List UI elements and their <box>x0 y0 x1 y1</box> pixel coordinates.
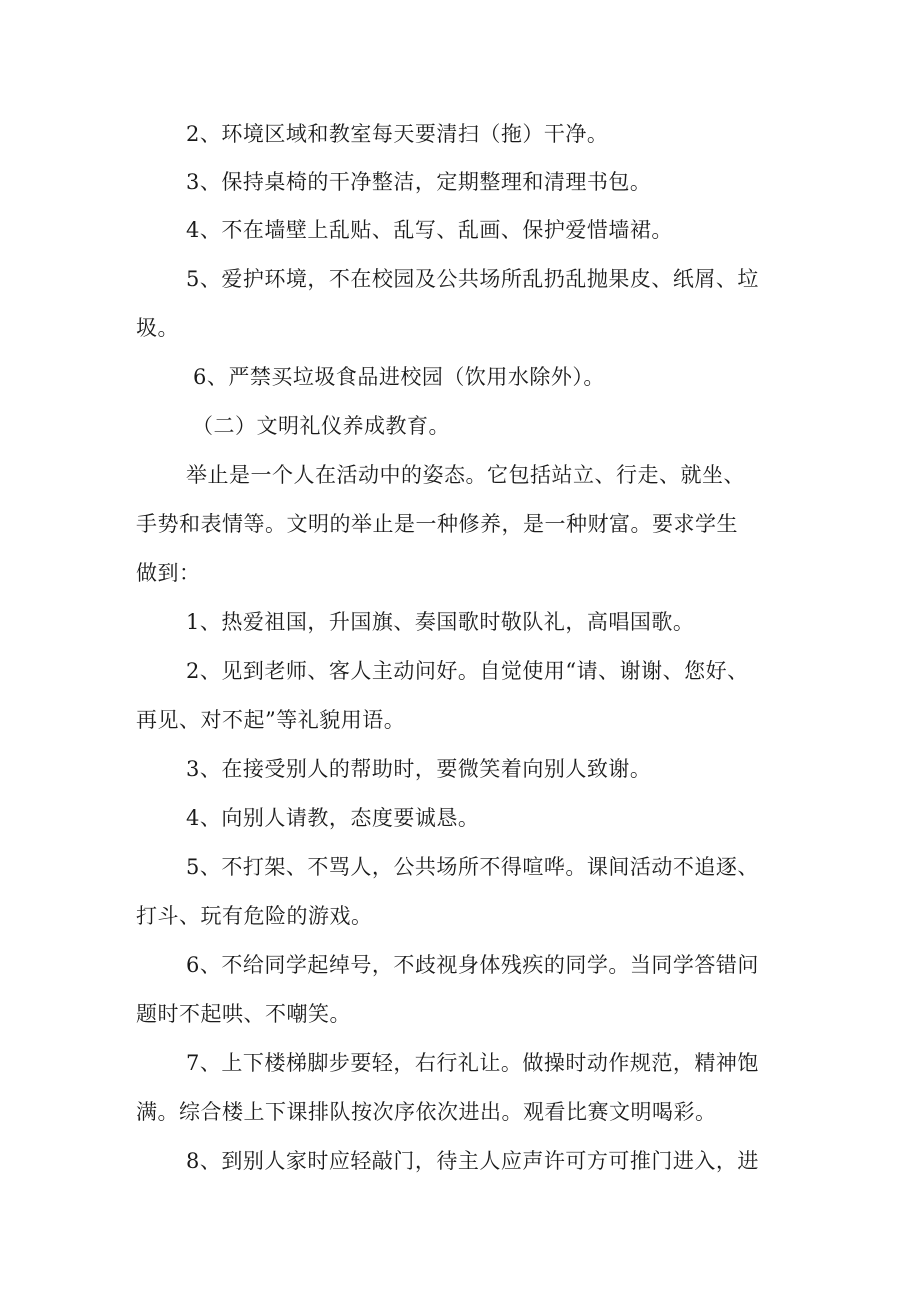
paragraph-line: 打斗、玩有危险的游戏。 <box>136 904 373 928</box>
paragraph-line: 再见、对不起”等礼貌用语。 <box>136 708 406 732</box>
paragraph-line: 2、环境区域和教室每天要清扫（拖）干净。 <box>186 122 609 146</box>
paragraph-line: 4、不在墙壁上乱贴、乱写、乱画、保护爱惜墙裙。 <box>186 218 673 242</box>
paragraph-line: 6、不给同学起绰号，不歧视身体残疾的同学。当同学答错问 <box>186 953 759 977</box>
paragraph-line: 4、向别人请教，态度要诚恳。 <box>186 806 480 830</box>
paragraph-line: 5、爱护环境，不在校园及公共场所乱扔乱抛果皮、纸屑、垃 <box>186 267 759 291</box>
paragraph-line: 8、到别人家时应轻敲门，待主人应声许可方可推门进入，进 <box>186 1149 759 1173</box>
section-heading: （二）文明礼仪养成教育。 <box>192 414 450 438</box>
paragraph-line: 做到： <box>136 561 201 585</box>
paragraph-line: 满。综合楼上下课排队按次序依次进出。观看比赛文明喝彩。 <box>136 1100 717 1124</box>
paragraph-line: 题时不起哄、不嘲笑。 <box>136 1002 351 1026</box>
paragraph-line: 手势和表情等。文明的举止是一种修养，是一种财富。要求学生 <box>136 512 738 536</box>
paragraph-line: 圾。 <box>136 316 179 340</box>
paragraph-line: 1、热爱祖国，升国旗、奏国歌时敬队礼，高唱国歌。 <box>186 610 695 634</box>
paragraph-line: 7、上下楼梯脚步要轻，右行礼让。做操时动作规范，精神饱 <box>186 1051 759 1075</box>
paragraph-line: 6、严禁买垃圾食品进校园（饮用水除外）。 <box>193 365 605 389</box>
paragraph-line: 2、见到老师、客人主动问好。自觉使用“请、谢谢、您好、 <box>186 659 749 683</box>
paragraph-line: 3、保持桌椅的干净整洁，定期整理和清理书包。 <box>186 170 652 194</box>
paragraph-line: 3、在接受别人的帮助时，要微笑着向别人致谢。 <box>186 757 652 781</box>
paragraph-line: 举止是一个人在活动中的姿态。它包括站立、行走、就坐、 <box>186 463 745 487</box>
paragraph-line: 5、不打架、不骂人，公共场所不得喧哗。课间活动不追逐、 <box>186 855 759 879</box>
